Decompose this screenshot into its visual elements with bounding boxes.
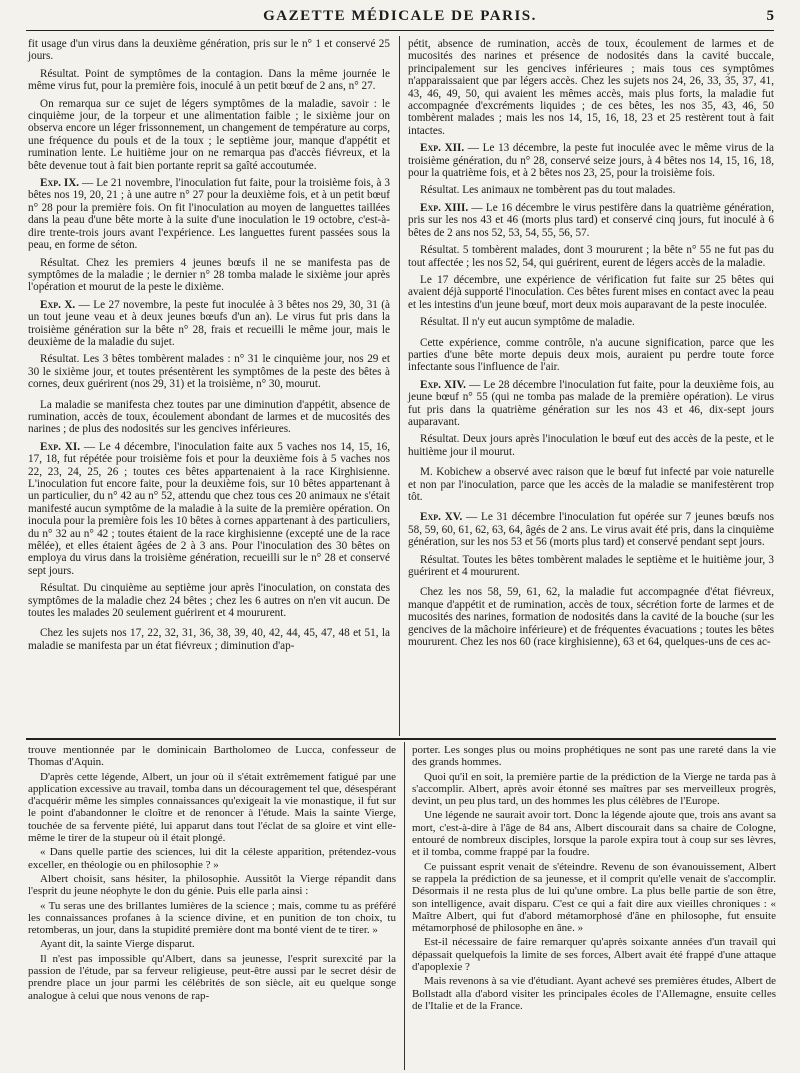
section-divider [26,738,776,740]
paragraph [412,936,776,973]
paragraph [28,257,390,294]
paragraph-text: On remarqua sur ce sujet de légers symptômes de la maladie, savoir : le cinquième jour, de la torpeur et une alimentation faible ; le sixième jour on observa encore un léger frissonnement, un changement de température au corps, une fréquence du pouls et de la toux ; le septième jour, manque d'appétit et rumination lente. Le huitième jour on ne remarqua pas d'accès fiévreux, et la bête devenue tout à fait bien portante reprit sa gaîté accoutumée. [28,97,390,172]
paragraph [28,938,396,950]
paragraph [412,771,776,808]
text-column-top-right [408,38,774,653]
paragraph [408,554,774,579]
paragraph [28,953,396,1002]
paragraph [408,337,774,374]
paragraph-text: Résultat. Les 3 bêtes tombèrent malades : n° 31 le cinquième jour, nos 29 et 30 le sixième jour, et toutes présentèrent les symptômes de la peste des bêtes à cornes, deux guérirent (nos 29, 31) et la troisième, n° 30, mourut. [28,353,390,391]
feuilleton-column-right [412,744,776,1014]
paragraph-text: Résultat. Du cinquième au septième jour après l'inoculation, on constata des symptômes de la maladie chez 24 bêtes ; chez les 6 autres on n'en vit aucun. De toutes les malades 20 seulement guérirent et 4 moururent. [28,582,390,620]
paragraph-text: — Le 27 novembre, la peste fut inoculée à 3 bêtes nos 29, 30, 31 (à un tout jeune veau et à deux jeunes bœufs d'un an). Le virus fut pris dans la troisième génération sur la bête n° 28, frais et recueilli le même jour, mais le deuxième de la maladie du sujet. [28,298,390,348]
paragraph-text: Résultat. Point de symptômes de la contagion. Dans la même journée le même virus fut, pour la première fois, inoculé à un petit bœuf de 2 ans, n° 27. [28,67,390,93]
paragraph-text: — Le 16 décembre le virus pestifère dans la quatrième génération, pris sur les nos 43 et 46 (morts plus tard) et conservé cinq jours, fut inoculé à 6 bêtes de 2 ans nos 52, 53, 54, 55, 56, 57. [408,201,774,239]
paragraph-text: M. Kobichew a observé avec raison que le bœuf fut infecté par voie naturelle et non par l'inoculation, parce que les accès de la maladie se manifestèrent trop tôt. [408,466,774,503]
feuilleton-column-left [28,744,396,1004]
paragraph [408,244,774,269]
paragraph [408,38,774,137]
paragraph-text: Le 17 décembre, une expérience de vérification fut faite sur 25 bêtes qui avaient déjà supporté l'inoculation. Ces bêtes furent mises en contact avec la peau et les intestins d'un jeune bœuf, mort deux mois auparavant de la peste inoculée. [408,273,774,311]
paragraph-text: — Le 21 novembre, l'inoculation fut faite, pour la troisième fois, à 3 bêtes nos 19, 20, 21 ; à une autre n° 27 pour la deuxième fois, et à un petit bœuf n° 28 pour la première fois. On fit l'inoculation au moyen de languettes taillées dans la peau d'une bête morte à la suite d'une inoculation le 19 octobre, c'est-à-dire trente-trois jours avant l'expérience. Les languettes furent passées sous la peau, en forme de séton. [28,177,391,252]
paragraph-text: Il n'est pas impossible qu'Albert, dans sa jeunesse, l'esprit surexcité par la passion de l'étude, par sa ferveur religieuse, peut-être aussi par le secret désir de prendre place un jour parmi les célébrités de son siècle, ait eu quelque songe analogue à celui que nous venons de rap- [28,952,396,1002]
paragraph [408,274,774,311]
paragraph-text: fit usage d'un virus dans la deuxième génération, pris sur le n° 1 et conservé 25 jours. [28,38,390,63]
paragraph-text: Mais revenons à sa vie d'étudiant. Ayant achevé ses premières études, Albert de Bollstadt alla d'abord visiter les principales écoles de l'Allemagne, ensuite celles de l'Italie et de la France. [412,975,776,1012]
paragraph-text: Chez les nos 58, 59, 61, 62, la maladie fut accompagnée d'état fiévreux, manque d'appétit et de rumination, accès de toux, sécrétion forte de larmes et de mucosités des narines, formation de nodosités dans la cavité de la bouche (sur les gencives de la mâchoire inférieure) et de fréquentes évacuations ; toutes les bêtes moururent. Chez les nos 60 (race kirghisienne), 63 et 64, quelques-uns de ces ac- [408,586,774,649]
page-header [26,6,774,31]
paragraph-text: La maladie se manifesta chez toutes par une diminution d'appétit, absence de rumination, accès de toux, écoulement abondant de larmes et de mucosités des narines ; de plus des nodosités sur les gencives inférieures. [28,398,390,436]
paragraph [408,433,774,458]
paragraph-text: Résultat. Chez les premiers 4 jeunes bœufs il ne se manifesta pas de symptômes de la maladie ; le dernier n° 28 tomba malade le sixième jour après l'opération et mourut de la peste le dixième. [28,256,390,294]
paragraph-text: Est-il nécessaire de faire remarquer qu'après soixante années d'un travail qui dépassait quelquefois la limite de ses forces, Albert avait été frappé d'une attaque d'apoplexie ? [412,936,776,974]
paragraph [28,441,390,577]
journal-title: GAZETTE MÉDICALE DE PARIS. [263,8,537,24]
paragraph [408,586,774,648]
paragraph-text: « Dans quelle partie des sciences, lui dit la céleste apparition, prétendez-vous exceller, en théologie ou en philosophie ? » [28,846,396,871]
paragraph-text: D'après cette légende, Albert, un jour où il s'était extrêmement fatigué par une application excessive au travail, tomba dans un découragement tel que, désespérant d'acquérir même les simples connaissances qu'exigeait la vie monastique, il fut sur le point d'abandonner le cloître et de renoncer à l'étude. Mais la sainte Vierge, touchée de sa fervente piété, lui apparut dans tout l'éclat de sa gloire et vint elle-même le tirer de la stupeur où il était plongé. [28,770,396,845]
paragraph [28,744,396,769]
paragraph [28,98,390,172]
paragraph [28,68,390,93]
paragraph [28,299,390,349]
paragraph-text: Albert choisit, sans hésiter, la philosophie. Aussitôt la Vierge répandit dans l'esprit du jeune néophyte le don du génie. Puis elle parla ainsi : [28,872,396,898]
paragraph [412,809,776,858]
paragraph-text: Résultat. Toutes les bêtes tombèrent malades le septième et le huitième jour, 3 guérirent et 4 moururent. [408,553,774,579]
paragraph [28,177,390,251]
experiment-label: Exp. XIV. [420,378,466,391]
paragraph-text: — Le 4 décembre, l'inoculation faite aux 5 vaches nos 14, 15, 16, 17, 18, fut répétée pour troisième fois et pour la deuxième fois à 5 vaches nos 22, 23, 24, 25, 26 ; toutes ces bêtes appartenaient à la race Kirghisienne. L'inoculation fut encore faite, pour la deuxième fois, sur 10 bêtes appartenant à un particulier, du n° 42 au n° 52, attendu que chez tous ces 20 animaux ne s'était manifesté aucun symptôme de la maladie à la suite de la première opération. On inocula pour la première fois les 10 bêtes à cornes appartenant à des particuliers, du n° 32 au n° 42 ; toutes étaient de la race kirghisienne (excepté une de la race mêlée), et elles étaient âgées de 2 à 3 ans. Pour l'inoculation des 30 bêtes on employa du virus dans la troisième génération, recueilli sur le n° 28 et conservé sept jours. [28,440,390,577]
experiment-label: Exp. XIII. [420,201,469,214]
experiment-label: Exp. X. [40,298,76,311]
paragraph-text: Résultat. Deux jours après l'inoculation le bœuf eut des accès de la peste, et le huitième jour il mourut. [408,433,774,458]
column-divider-bottom [404,742,405,1070]
experiment-label: Exp. IX. [40,177,80,190]
paragraph [28,900,396,937]
paragraph [28,873,396,898]
paragraph [408,184,774,196]
paragraph [28,399,390,436]
paragraph [408,379,774,429]
paragraph-text: — Le 31 décembre l'inoculation fut opérée sur 7 jeunes bœufs nos 58, 59, 60, 61, 62, 63, 64, âgés de 2 ans. Le virus avait été pris, dans la cinquième génération, sur les nos 53 et 56 (morts plus tard) et conservé pendant sept jours. [408,511,774,549]
paragraph-text: Ce puissant esprit venait de s'éteindre. Revenu de son évanouissement, Albert se rappela la prédiction de sa jeunesse, et il comprit qu'elle venait de s'accomplir. Désormais il ne resta plus de lui qu'une ombre. La plus belle partie de son être, son intelligence, avait disparu. C'est ce qui a fait dire aux vieilles chroniques : « Maître Albert, qui fut d'abord métamorphosé d'âne en philosophe, fut ensuite métamorphosé de philosophe en âne. » [412,860,776,935]
paragraph [408,202,774,239]
paragraph [408,466,774,503]
paragraph [28,846,396,871]
paragraph-text: Ayant dit, la sainte Vierge disparut. [40,938,195,951]
paragraph [408,316,774,328]
paragraph-text: Résultat. Les animaux ne tombèrent pas du tout malades. [420,184,676,197]
paragraph [28,38,390,63]
column-divider-top [399,36,400,736]
paragraph [412,861,776,935]
paragraph-text: « Tu seras une des brillantes lumières de la science ; mais, comme tu as préféré les connaissances profanes à la science divine, et en punition de ton choix, tu retomberas, un jour, dans la stupidité première dont ma bonté vient de te tirer. » [28,899,396,937]
paragraph-text: porter. Les songes plus ou moins prophétiques ne sont pas une rareté dans la vie des grands hommes. [412,744,776,769]
paragraph-text: Quoi qu'il en soit, la première partie de la prédiction de la Vierge ne tarda pas à s'accomplir. Albert, après avoir étonné ses maîtres par ses merveilleux progrès, devint, un peu plus tard, un des hommes les plus célèbres de l'Europe. [412,770,776,808]
paragraph [28,582,390,619]
paragraph [408,142,774,179]
paragraph [412,744,776,769]
paragraph [412,975,776,1012]
paragraph-text: pétit, absence de rumination, accès de toux, écoulement de larmes et de mucosités des narines et présence de nodosités dans la cavité buccale, principalement sur les gencives inférieures ; mais tous ces symptômes n'apparaissaient que par légers accès. Chez les sujets nos 24, 26, 33, 35, 37, 41, 43, 46, 49, 50, qui avaient les mêmes accès, mais plus forts, la maladie fut accompagnée d'excréments liquides ; de ces bêtes, les nos 35, 43, 46, 50 tombèrent malades ; mais les nos 14, 15, 16, 18, 23 et 25 restèrent tout à fait intactes. [408,38,774,137]
paragraph [28,627,390,652]
text-column-top-left [28,38,390,657]
paragraph-text: — Le 28 décembre l'inoculation fut faite, pour la deuxième fois, au jeune bœuf n° 55 (qui ne tomba pas malade de la première opération). Le virus fut pris dans la quatrième génération sur les nos 43 et 46, dix-sept jours auparavant. [408,378,774,428]
paragraph-text: Résultat. Il n'y eut aucun symptôme de maladie. [420,316,635,329]
paragraph [28,771,396,845]
paragraph-text: trouve mentionnée par le dominicain Bartholomeo de Lucca, confesseur de Thomas d'Aquin. [28,744,396,769]
page-number: 5 [766,8,774,24]
paragraph-text: Chez les sujets nos 17, 22, 32, 31, 36, 38, 39, 40, 42, 44, 45, 47, 48 et 51, la maladie se manifesta par un état fiévreux ; diminution d'ap- [28,627,390,652]
paragraph [28,353,390,390]
experiment-label: Exp. XII. [420,142,465,155]
experiment-label: Exp. XI. [40,440,81,453]
paragraph-text: — Le 13 décembre, la peste fut inoculée avec le même virus de la troisième génération, du n° 28, conservé seize jours, à 4 bêtes nos 14, 15, 16, 18, pour la quatrième fois, et à 2 bêtes nos 23, 25, pour la troisième fois. [408,142,774,180]
paragraph-text: Résultat. 5 tombèrent malades, dont 3 moururent ; la bête n° 55 ne fut pas du tout affectée ; les nos 52, 54, qui guérirent, eurent de légers accès de la maladie. [408,244,774,269]
paragraph-text: Cette expérience, comme contrôle, n'a aucune signification, parce que les parties d'une bête morte depuis deux mois, auraient pu perdre toute force infectante sous l'influence de l'air. [408,336,774,374]
experiment-label: Exp. XV. [420,511,463,524]
paragraph-text: Une légende ne saurait avoir tort. Donc la légende ajoute que, trois ans avant sa mort, c'est-à-dire à l'âge de 84 ans, Albert discourait dans sa chaire de Cologne, entouré de nombreux disciples, lorsque la parole expira tout à coup sur ses lèvres, et il tomba, comme frappé par la foudre. [412,809,776,859]
paragraph [408,511,774,548]
